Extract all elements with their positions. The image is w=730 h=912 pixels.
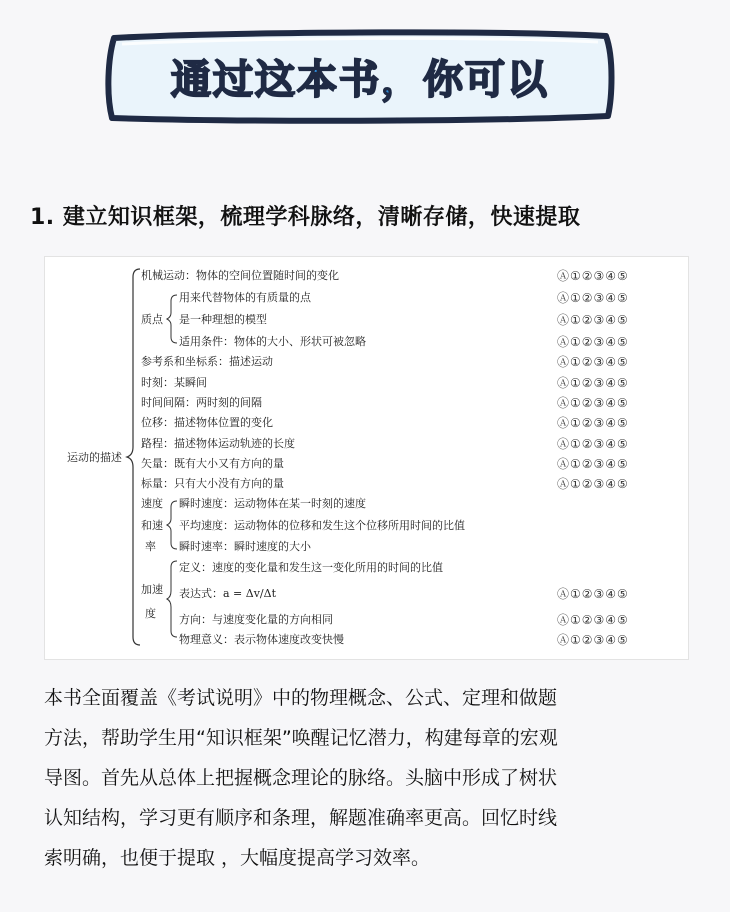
outline-item: 用来代替物体的有质量的点 <box>179 291 311 304</box>
knowledge-outline <box>45 257 688 659</box>
rating-marks: Ⓐ①②③④⑤ <box>557 355 629 369</box>
outline-item: 是一种理想的模型 <box>179 313 267 326</box>
outline-group-label: 质点 <box>141 313 163 326</box>
rating-marks: Ⓐ①②③④⑤ <box>557 587 629 601</box>
rating-marks: Ⓐ①②③④⑤ <box>557 335 629 349</box>
outline-item: 矢量：既有大小又有方向的量 <box>141 457 284 470</box>
outline-item: 参考系和坐标系：描述运动 <box>141 355 273 368</box>
rating-marks: Ⓐ①②③④⑤ <box>557 633 629 647</box>
rating-marks: Ⓐ①②③④⑤ <box>557 613 629 627</box>
rating-marks: Ⓐ①②③④⑤ <box>557 291 629 305</box>
description-paragraph <box>44 678 696 878</box>
outline-item: 位移：描述物体位置的变化 <box>141 416 273 429</box>
paragraph-line: 方法，帮助学生用“知识框架”唤醒记忆潜力，构建每章的宏观 <box>44 727 558 749</box>
rating-marks: Ⓐ①②③④⑤ <box>557 477 629 491</box>
rating-marks: Ⓐ①②③④⑤ <box>557 457 629 471</box>
outline-item: 瞬时速率：瞬时速度的大小 <box>179 540 311 553</box>
outline-item: 物理意义：表示物体速度改变快慢 <box>179 633 344 646</box>
outline-group-label: 速度 <box>141 497 163 510</box>
rating-marks: Ⓐ①②③④⑤ <box>557 416 629 430</box>
section-heading: 1. 建立知识框架，梳理学科脉络，清晰存储，快速提取 <box>30 205 581 230</box>
outline-root: 运动的描述 <box>67 451 122 464</box>
paragraph-line: 索明确，也便于提取 ，大幅度提高学习效率。 <box>44 847 431 869</box>
outline-group-label: 加速 <box>141 583 163 596</box>
outline-group-label: 率 <box>145 540 156 553</box>
outline-item: 机械运动：物体的空间位置随时间的变化 <box>141 269 339 282</box>
outline-group-label: 和速 <box>141 519 163 532</box>
outline-item: 表达式：a = Δv/Δt <box>179 587 276 600</box>
rating-marks: Ⓐ①②③④⑤ <box>557 313 629 327</box>
outline-item: 路程：描述物体运动轨迹的长度 <box>141 437 295 450</box>
paragraph-line: 认知结构，学习更有顺序和条理，解题准确率更高。回忆时线 <box>44 807 558 829</box>
outline-item: 适用条件：物体的大小、形状可被忽略 <box>179 335 366 348</box>
outline-item: 时间间隔：两时刻的间隔 <box>141 396 262 409</box>
paragraph-line: 本书全面覆盖《考试说明》中的物理概念、公式、定理和做题 <box>44 687 558 709</box>
rating-marks: Ⓐ①②③④⑤ <box>557 269 629 283</box>
outline-group-label: 度 <box>145 607 156 620</box>
outline-item: 标量：只有大小没有方向的量 <box>141 477 284 490</box>
outline-item: 方向：与速度变化量的方向相同 <box>179 613 333 626</box>
rating-marks: Ⓐ①②③④⑤ <box>557 376 629 390</box>
paragraph-line: 导图。首先从总体上把握概念理论的脉络。头脑中形成了树状 <box>44 767 558 789</box>
rating-marks: Ⓐ①②③④⑤ <box>557 437 629 451</box>
outline-item: 定义：速度的变化量和发生这一变化所用的时间的比值 <box>179 561 443 574</box>
outline-item: 平均速度：运动物体的位移和发生这个位移所用时间的比值 <box>179 519 465 532</box>
outline-item: 瞬时速度：运动物体在某一时刻的速度 <box>179 497 366 510</box>
banner-title: 通过这本书，你可以 <box>171 56 549 103</box>
rating-marks: Ⓐ①②③④⑤ <box>557 396 629 410</box>
outline-item: 时刻：某瞬间 <box>141 376 207 389</box>
title-banner <box>100 28 620 124</box>
